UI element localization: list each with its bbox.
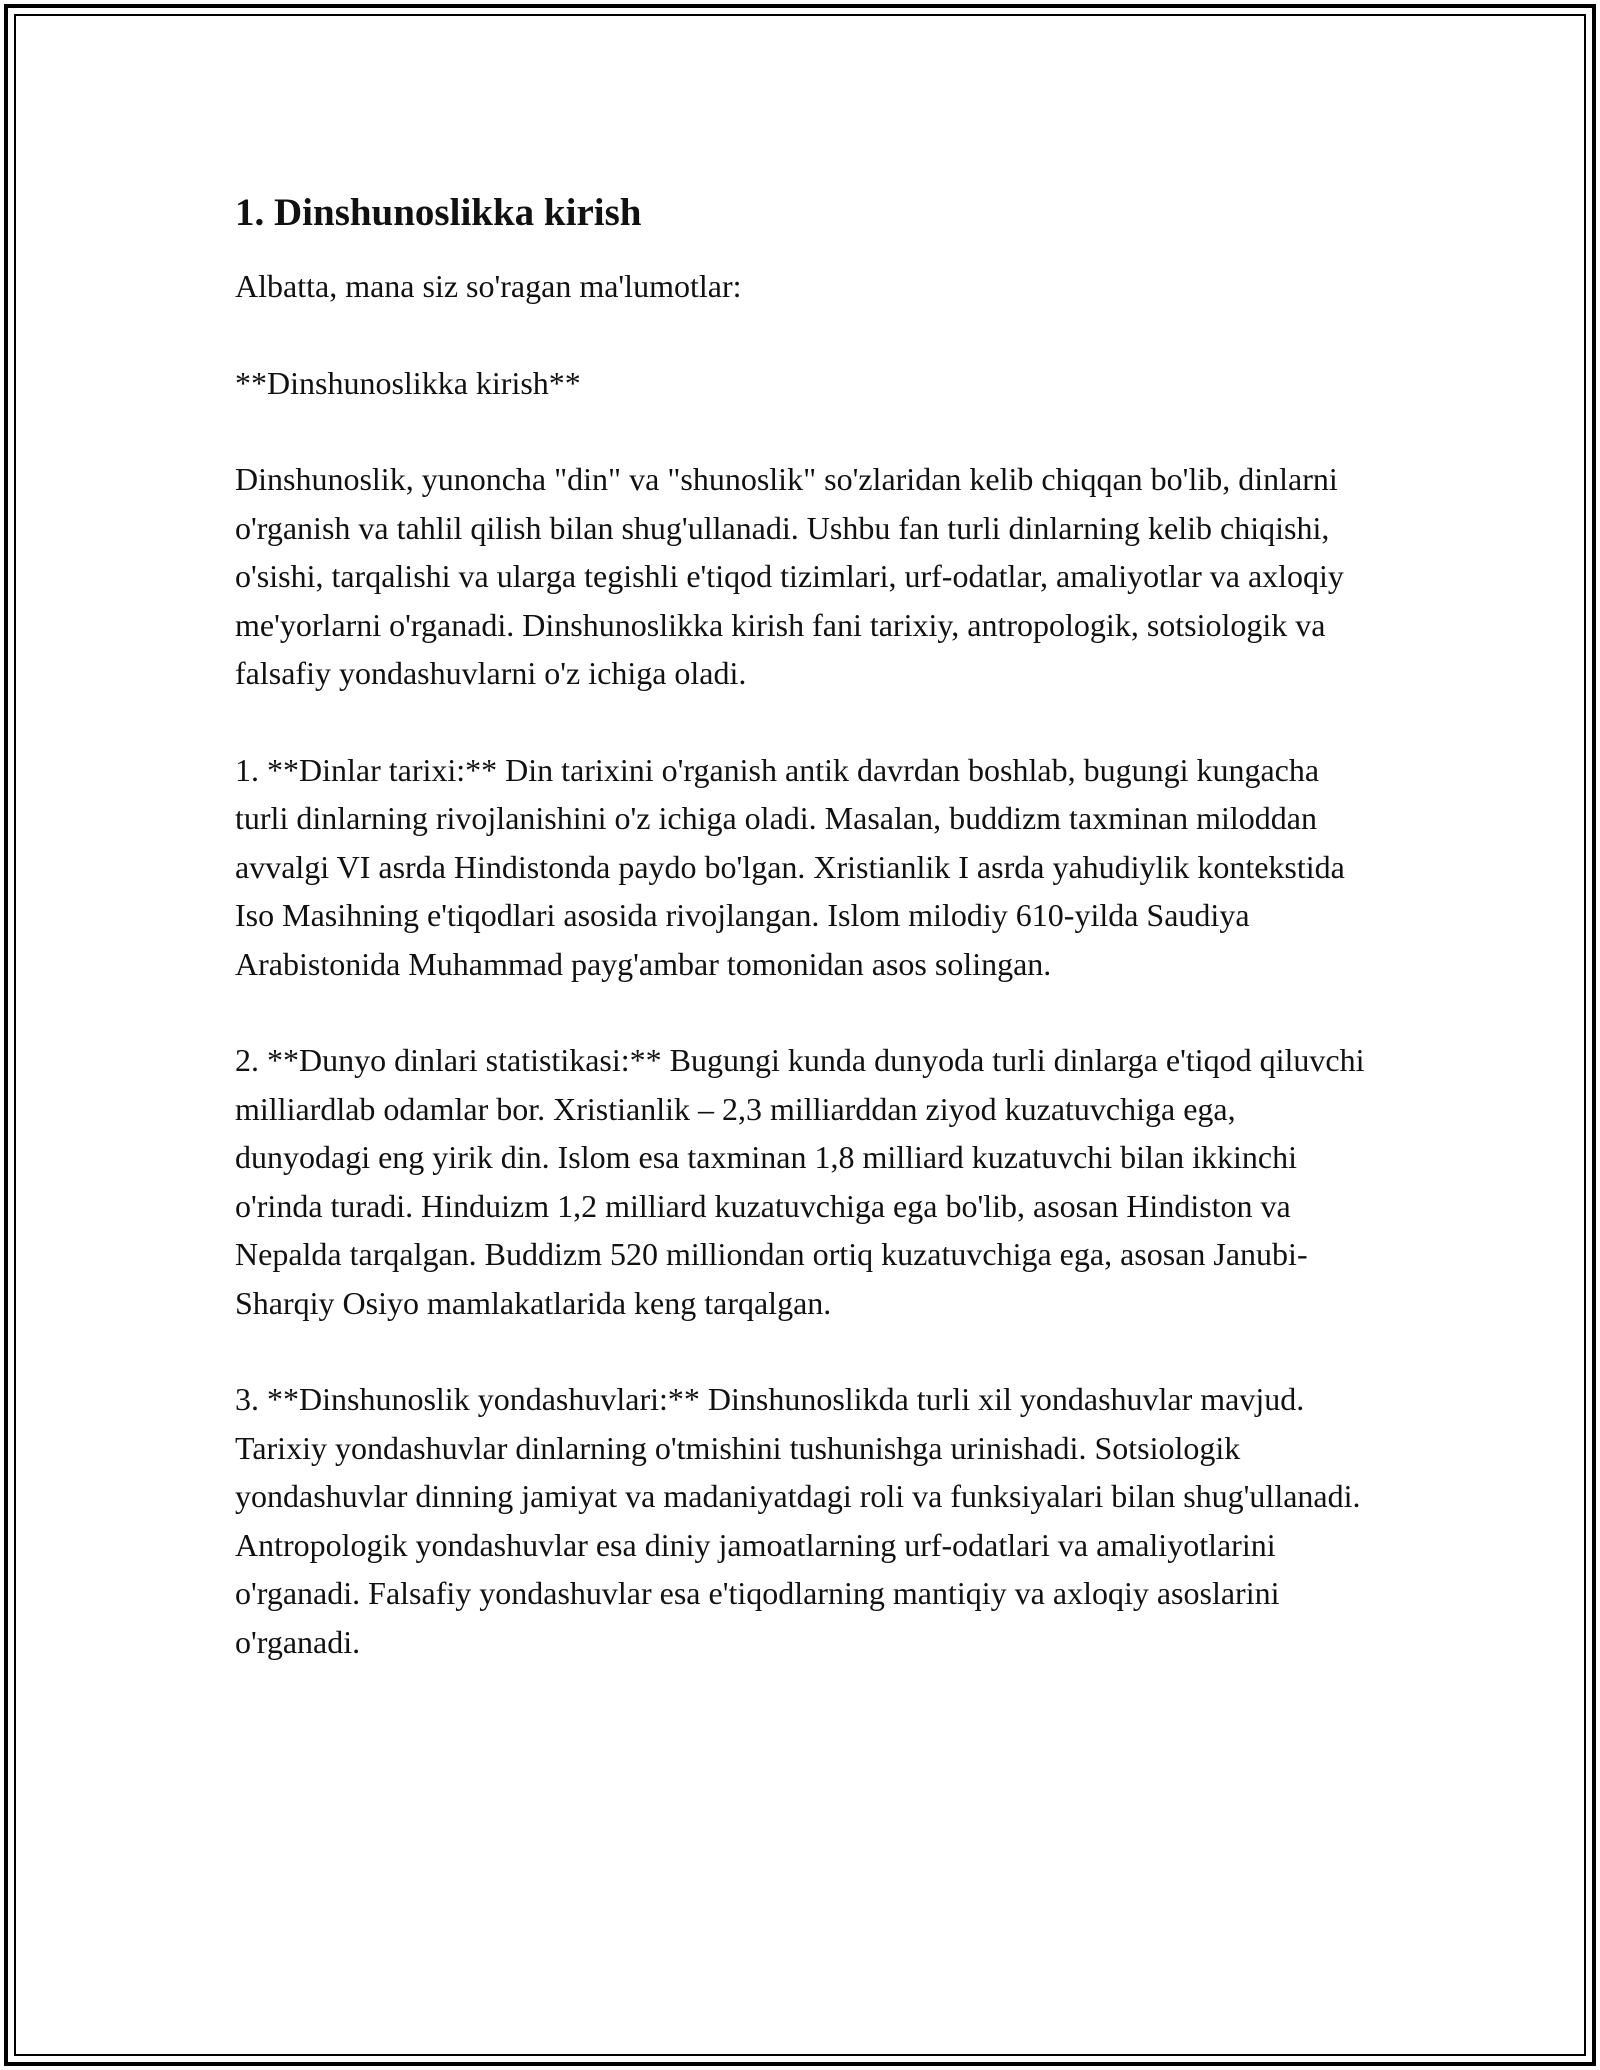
subtitle-line: **Dinshunoslikka kirish**: [235, 364, 581, 401]
section-heading: 1. Dinshunoslikka kirish: [235, 191, 642, 234]
intro-line: Albatta, mana siz so'ragan ma'lumotlar:: [235, 268, 742, 304]
paragraph-definition: Dinshunoslik, yunoncha "din" va "shunoslik" so'zlaridan kelib chiqqan bo'lib, dinlarni o'rganish va tahlil qilish bilan shug'ullanadi. Ushbu fan turli dinlarning kelib chiqishi, o'sishi, tarqalishi va ularga tegishli e'tiqod tizimlari, urf-odatlar, amaliyotlar va axloqiy me'yorlarni o'rganadi. Dinshunoslikka kirish fani tarixiy, antropologik, sotsiologik va falsafiy yondashuvlarni o'z ichiga oladi.: [235, 461, 1344, 691]
paragraph-statistics: 2. **Dunyo dinlari statistikasi:** Bugungi kunda dunyoda turli dinlarga e'tiqod qiluvchi milliardlab odamlar bor. Xristianlik – 2,3 milliarddan ziyod kuzatuvchiga ega, dunyodagi eng yirik din. Islom esa taxminan 1,8 milliard kuzatuvchi bilan ikkinchi o'rinda turadi. Hinduizm 1,2 milliard kuzatuvchiga ega bo'lib, asosan Hindiston va Nepalda tarqalgan. Buddizm 520 milliondan ortiq kuzatuvchiga ega, asosan Janubi-Sharqiy Osiyo mamlakatlarida keng tarqalgan.: [235, 1042, 1365, 1321]
document-body: [235, 188, 1370, 1714]
paragraph-history: 1. **Dinlar tarixi:** Din tarixini o'rganish antik davrdan boshlab, bugungi kungacha turli dinlarning rivojlanishini o'z ichiga oladi. Masalan, buddizm taxminan miloddan avvalgi VI asrda Hindistonda paydo bo'lgan. Xristianlik I asrda yahudiylik kontekstida Iso Masihning e'tiqodlari asosida rivojlangan. Islom milodiy 610-yilda Saudiya Arabistonida Muhammad payg'ambar tomonidan asos solingan.: [235, 751, 1345, 982]
paragraph-approaches: 3. **Dinshunoslik yondashuvlari:** Dinshunoslikda turli xil yondashuvlar mavjud. Tarixiy yondashuvlar dinlarning o'tmishini tushunishga urinishadi. Sotsiologik yondashuvlar dinning jamiyat va madaniyatdagi roli va funksiyalari bilan shug'ullanadi. Antropologik yondashuvlar esa diniy jamoatlarning urf-odatlari va amaliyotlarini o'rganadi. Falsafiy yondashuvlar esa e'tiqodlarning mantiqiy va axloqiy asoslarini o'rganadi.: [235, 1381, 1361, 1660]
